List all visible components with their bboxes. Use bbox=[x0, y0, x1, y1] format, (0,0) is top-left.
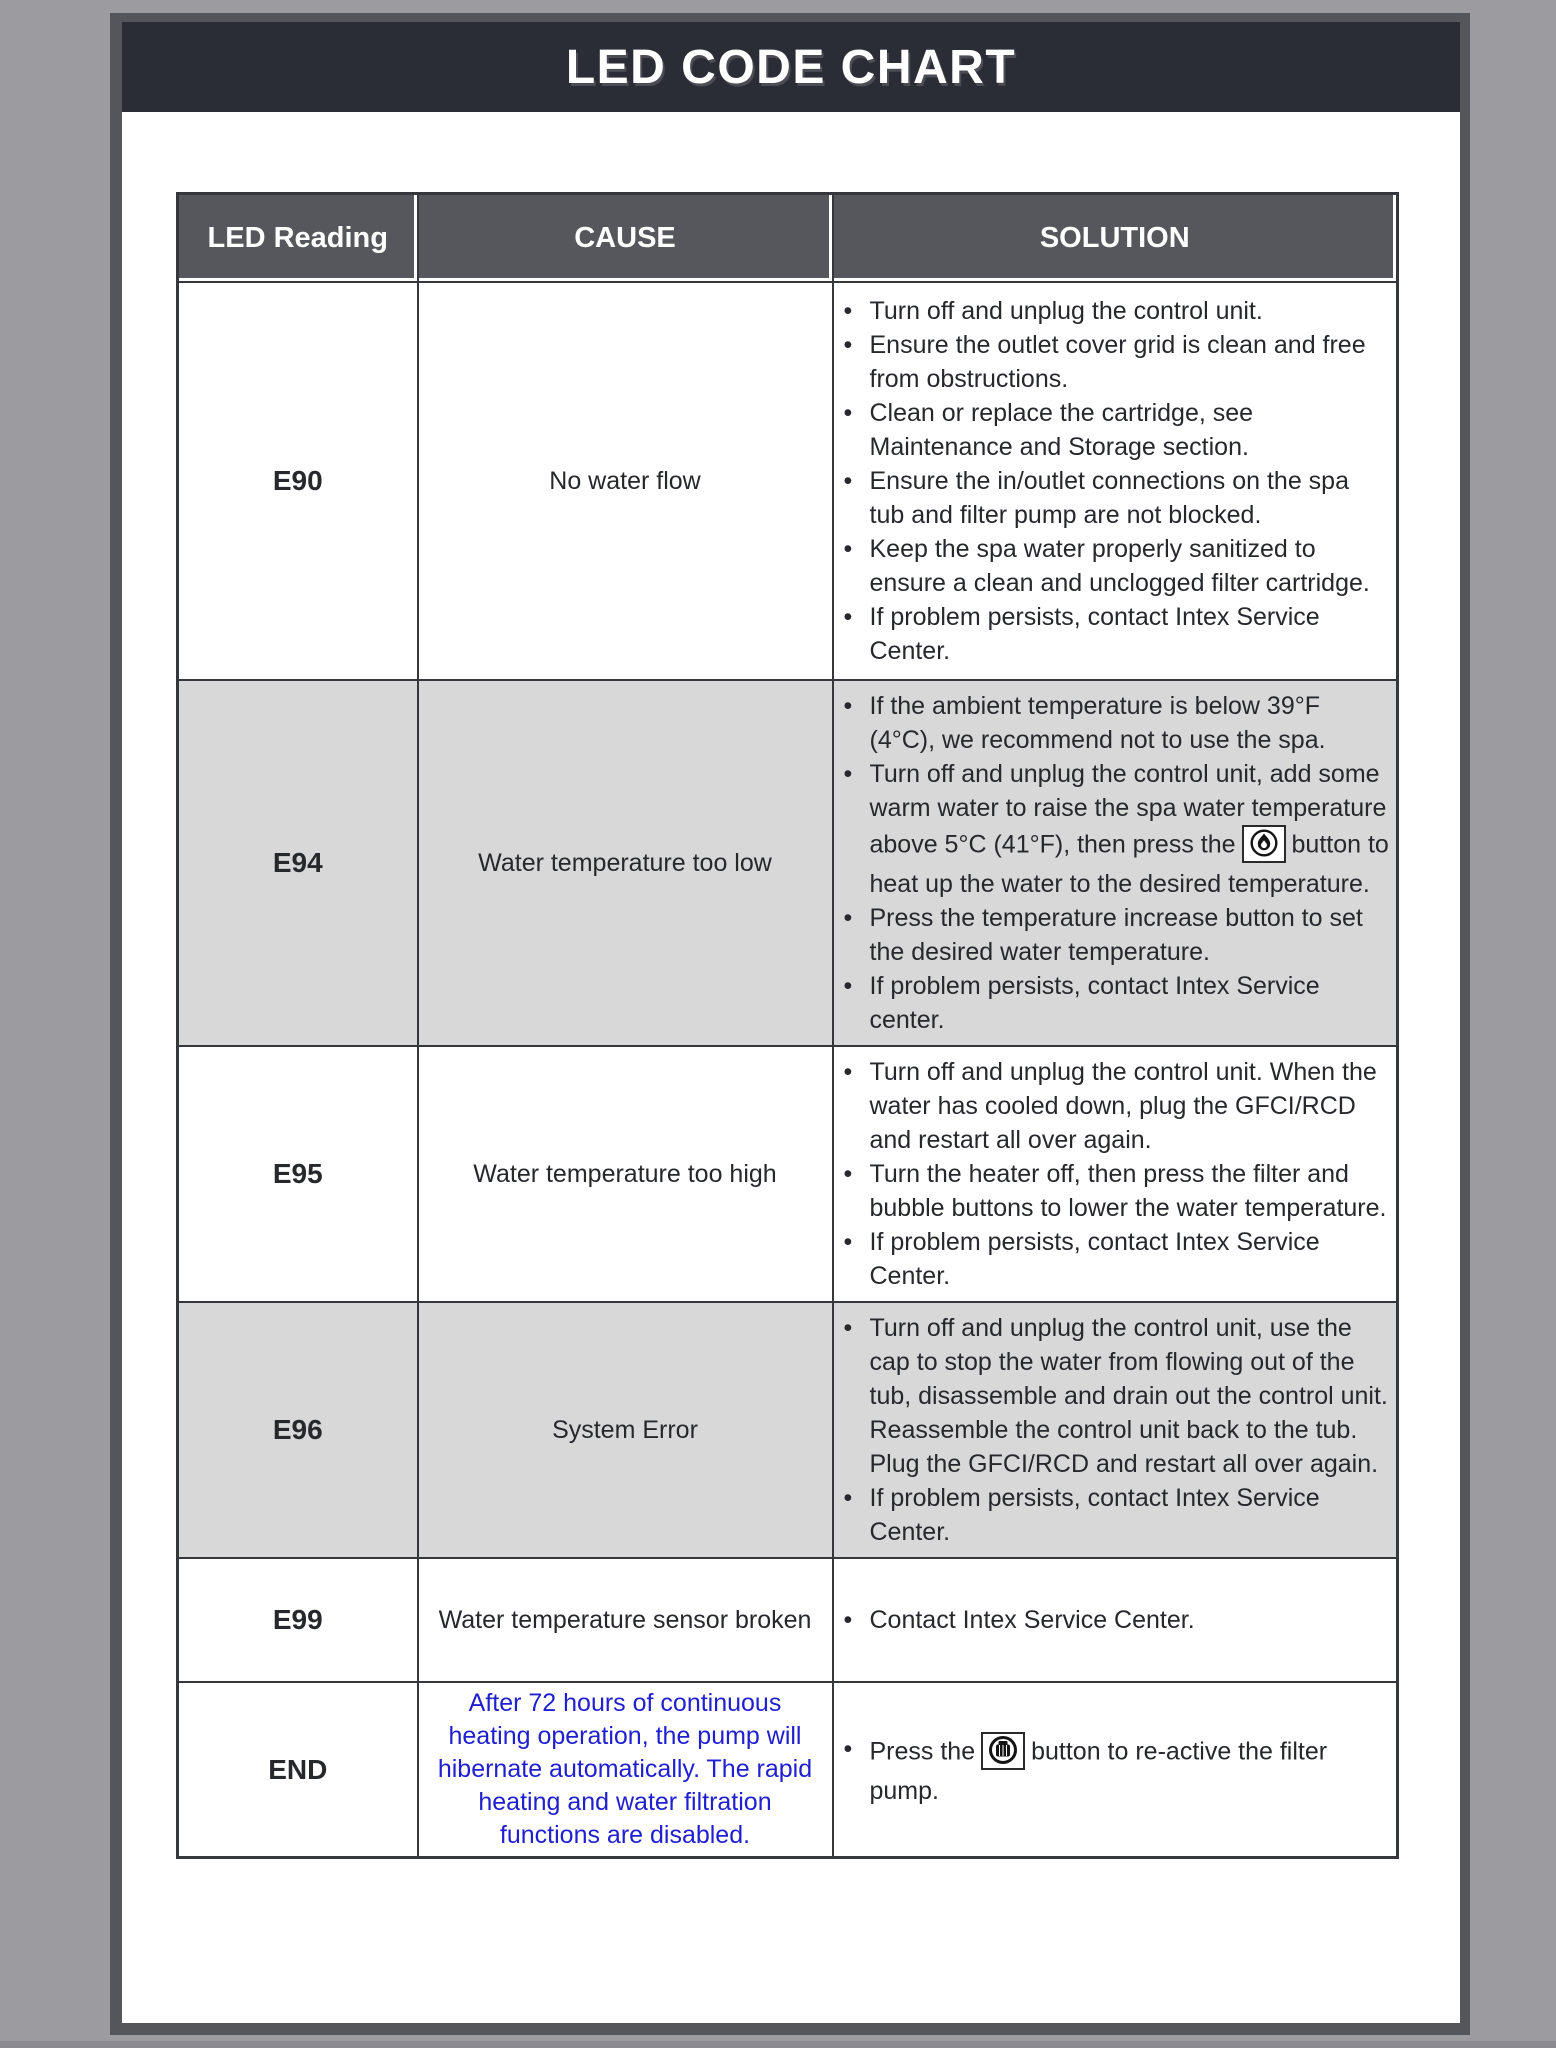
heater-button-icon bbox=[1242, 825, 1286, 863]
solution-text: Ensure the in/outlet connections on the spa tub and filter pump are not blocked. bbox=[869, 467, 1349, 529]
bullet-marker: • bbox=[843, 972, 853, 1000]
solution-text: Turn off and unplug the control unit, add some warm water to raise the spa water temperature above 5°C (41°F), then press the button to heat up the water to the desired temperature. bbox=[869, 760, 1389, 898]
bullet-marker: • bbox=[843, 399, 853, 427]
next-page-edge bbox=[0, 2041, 1556, 2048]
solution-item bbox=[842, 901, 1391, 969]
solution-list bbox=[842, 294, 1391, 668]
solution-text: Press the button to re-active the filter pump. bbox=[870, 1732, 1391, 1808]
led-code-cell: E99 bbox=[178, 1558, 418, 1682]
cause-cell: Water temperature too low bbox=[418, 680, 833, 1046]
column-header-led-reading: LED Reading bbox=[178, 194, 418, 283]
solution-text: Press the temperature increase button to set the desired water temperature. bbox=[869, 904, 1363, 966]
bullet-marker: • bbox=[843, 467, 853, 495]
solution-text: Turn off and unplug the control unit. When the water has cooled down, plug the GFCI/RCD and restart all over again. bbox=[869, 1058, 1377, 1154]
filter-pump-button-icon bbox=[981, 1732, 1025, 1770]
solution-text: Turn off and unplug the control unit, use the cap to stop the water from flowing out of the tub, disassemble and drain out the control unit. Reassemble the control unit back to the tub. Plug the GFCI/RCD and restart all over again. bbox=[869, 1314, 1388, 1478]
solution-text: If problem persists, contact Intex Service center. bbox=[869, 972, 1320, 1034]
solution-text: If the ambient temperature is below 39°F (4°C), we recommend not to use the spa. bbox=[869, 692, 1326, 754]
cause-cell: No water flow bbox=[418, 282, 833, 680]
solution-item bbox=[842, 1157, 1391, 1225]
solution-text: If problem persists, contact Intex Service Center. bbox=[869, 1484, 1320, 1546]
solution-item bbox=[842, 1732, 1391, 1808]
page-content bbox=[122, 112, 1460, 2023]
led-code-cell: E96 bbox=[178, 1302, 418, 1558]
header-row bbox=[178, 194, 1398, 283]
bullet-marker: • bbox=[843, 1484, 853, 1512]
bullet-marker: • bbox=[843, 1058, 853, 1086]
table-row bbox=[178, 1302, 1398, 1558]
solution-item bbox=[842, 600, 1391, 668]
page-frame bbox=[110, 13, 1470, 2035]
cause-cell: Water temperature sensor broken bbox=[418, 1558, 833, 1682]
solution-text: Ensure the outlet cover grid is clean and free from obstructions. bbox=[869, 331, 1366, 393]
solution-cell bbox=[833, 1046, 1398, 1302]
solution-item bbox=[842, 1055, 1391, 1157]
bullet-marker: • bbox=[843, 760, 853, 788]
bullet-marker: • bbox=[843, 603, 853, 631]
solution-text: Turn the heater off, then press the filter and bubble buttons to lower the water temperature. bbox=[869, 1160, 1387, 1222]
cause-cell: After 72 hours of continuous heating operation, the pump will hibernate automatically. The rapid heating and water filtration functions are disabled. bbox=[418, 1682, 833, 1858]
led-code-table bbox=[176, 192, 1399, 1859]
solution-list bbox=[842, 1055, 1391, 1293]
solution-item bbox=[842, 1603, 1391, 1637]
table-row bbox=[178, 282, 1398, 680]
solution-text: Turn off and unplug the control unit. bbox=[869, 297, 1263, 325]
led-code-cell: E90 bbox=[178, 282, 418, 680]
solution-text: If problem persists, contact Intex Service Center. bbox=[869, 603, 1320, 665]
solution-item bbox=[842, 532, 1391, 600]
table-row bbox=[178, 680, 1398, 1046]
solution-item bbox=[842, 757, 1391, 901]
led-code-cell: END bbox=[178, 1682, 418, 1858]
solution-list bbox=[842, 1603, 1391, 1637]
solution-list bbox=[842, 1732, 1391, 1808]
bullet-marker: • bbox=[843, 1606, 853, 1634]
column-header-solution: SOLUTION bbox=[833, 194, 1398, 283]
page-title: LED CODE CHART bbox=[565, 40, 1017, 94]
bullet-marker: • bbox=[843, 904, 853, 932]
bullet-marker: • bbox=[843, 331, 853, 359]
led-code-cell: E95 bbox=[178, 1046, 418, 1302]
table-row bbox=[178, 1682, 1398, 1858]
solution-cell bbox=[833, 282, 1398, 680]
solution-cell bbox=[833, 1558, 1398, 1682]
bullet-marker: • bbox=[843, 1314, 853, 1342]
cause-cell: Water temperature too high bbox=[418, 1046, 833, 1302]
solution-item bbox=[842, 464, 1391, 532]
solution-cell bbox=[833, 680, 1398, 1046]
led-code-cell: E94 bbox=[178, 680, 418, 1046]
bullet-marker: • bbox=[843, 297, 853, 325]
bullet-marker: • bbox=[843, 1734, 853, 1763]
title-bar bbox=[122, 22, 1460, 112]
solution-item bbox=[842, 689, 1391, 757]
solution-item bbox=[842, 328, 1391, 396]
table-row bbox=[178, 1558, 1398, 1682]
solution-item bbox=[842, 969, 1391, 1037]
solution-list bbox=[842, 1311, 1391, 1549]
solution-list bbox=[842, 689, 1391, 1037]
bullet-marker: • bbox=[843, 1160, 853, 1188]
bullet-marker: • bbox=[843, 535, 853, 563]
column-header-cause: CAUSE bbox=[418, 194, 833, 283]
solution-item bbox=[842, 1481, 1391, 1549]
solution-text: If problem persists, contact Intex Service Center. bbox=[869, 1228, 1320, 1290]
solution-text: Contact Intex Service Center. bbox=[869, 1606, 1195, 1634]
solution-cell bbox=[833, 1682, 1398, 1858]
table-row bbox=[178, 1046, 1398, 1302]
solution-item bbox=[842, 396, 1391, 464]
bullet-marker: • bbox=[843, 1228, 853, 1256]
solution-text: Clean or replace the cartridge, see Maintenance and Storage section. bbox=[869, 399, 1254, 461]
solution-item bbox=[842, 1311, 1391, 1481]
solution-item bbox=[842, 294, 1391, 328]
solution-cell bbox=[833, 1302, 1398, 1558]
bullet-marker: • bbox=[843, 692, 853, 720]
page-body bbox=[122, 22, 1460, 2023]
solution-item bbox=[842, 1225, 1391, 1293]
cause-cell: System Error bbox=[418, 1302, 833, 1558]
solution-text: Keep the spa water properly sanitized to ensure a clean and unclogged filter cartridge. bbox=[869, 535, 1370, 597]
led-table-body bbox=[178, 282, 1398, 1858]
